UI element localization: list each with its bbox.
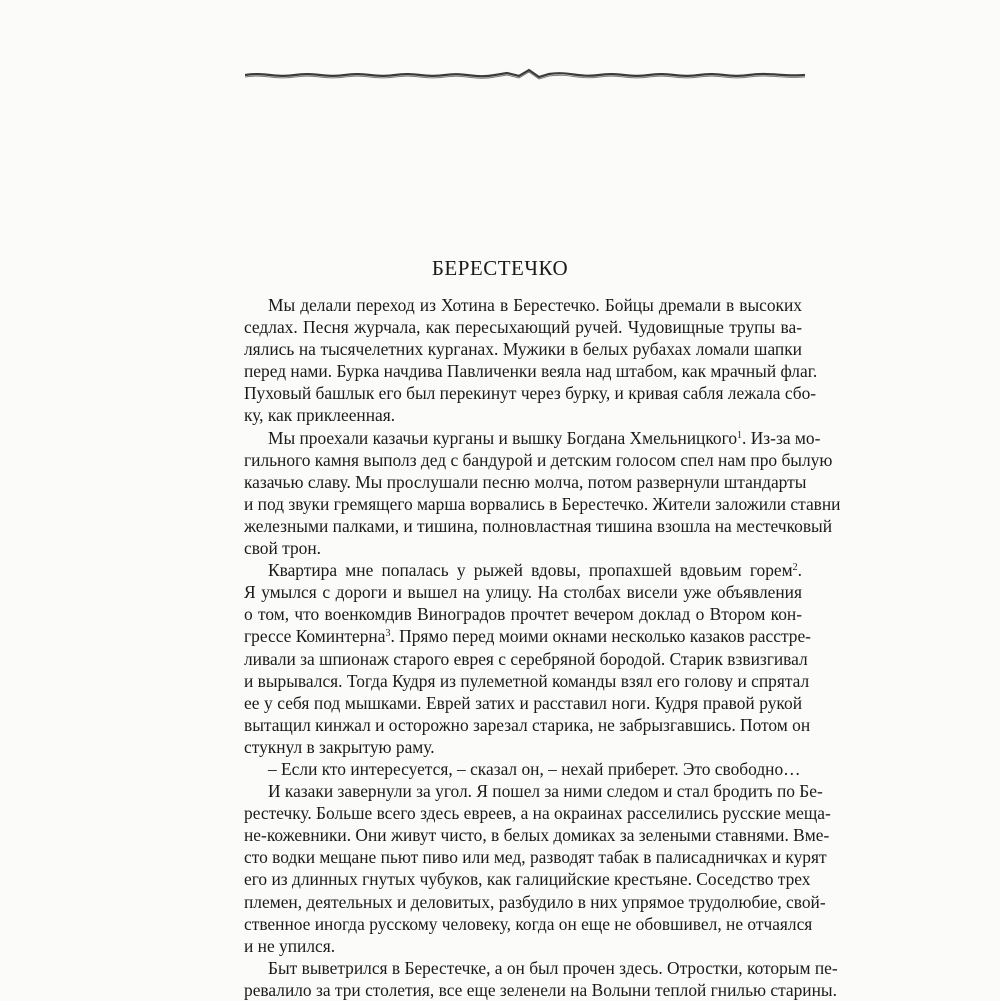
text-line: Мы делали переход из Хотина в Берестечко. Бойцы дремали в высоких — [268, 295, 802, 315]
text-line: рестечку. Больше всего здесь евреев, а на окраинах расселились русские меща- — [244, 803, 831, 824]
text-segment: Мы проехали казачьи курганы и вышку Богдана Хмельницкого — [268, 427, 738, 448]
text-segment: . Из-за мо- — [742, 427, 821, 448]
footnote-marker[interactable]: 2 — [792, 562, 798, 574]
text-segment: грессе Коминтерна — [244, 626, 386, 647]
footnote-marker[interactable]: 3 — [385, 628, 391, 640]
text-line: ственное иногда русскому человеку, когда он еще не обовшивел, не отчаялся — [244, 913, 813, 934]
text-line: И казаки завернули за угол. Я пошел за ними следом и стал бродить по Бе- — [268, 781, 823, 802]
text-line: лялись на тысячелетних курганах. Мужики в белых рубахах ломали шапки — [244, 339, 802, 360]
chapter-title: БЕРЕСТЕЧКО — [431, 256, 569, 280]
text-line: седлах. Песня журчала, как пересыхающий ручей. Чудовищные трупы ва- — [244, 317, 802, 338]
text-line: и не упился. — [244, 935, 336, 956]
text-line: свой трон. — [244, 538, 322, 559]
text-line: сто водки мещане пьют пиво или мед, разводят табак в палисадничках и курят — [244, 847, 827, 868]
decorative-wave-ornament — [245, 58, 805, 88]
text-line — [244, 559, 802, 581]
text-line: вытащил кинжал и осторожно зарезал старика, не забрызгавшись. Потом он — [244, 714, 811, 735]
text-line: Пуховый башлык его был перекинут через бурку, и кривая сабля лежала сбо- — [244, 383, 817, 404]
text-line: его из длинных гнутых чубуков, как галицийские крестьяне. Соседство трех — [244, 869, 811, 890]
body-text — [244, 294, 841, 1001]
text-line: ее у себя под мышками. Еврей затих и расставил ноги. Кудря правой рукой — [244, 692, 802, 713]
text-line — [244, 427, 821, 449]
text-line: – Если кто интересуется, – сказал он, – нехай приберет. Это свободно… — [268, 758, 801, 779]
text-line: Быт выветрился в Берестечке, а он был прочен здесь. Отростки, которым пе- — [268, 957, 838, 978]
text-line — [244, 625, 811, 647]
text-line: стукнул в закрытую раму. — [244, 736, 435, 757]
text-segment: . — [797, 560, 802, 581]
text-line: гильного камня выполз дед с бандурой и детским голосом спел нам про былую — [244, 449, 833, 470]
text-line: и под звуки гремящего марша ворвались в Берестечко. Жители заложили ставни — [244, 493, 841, 514]
text-line: и вырывался. Тогда Кудря из пулеметной команды взял его голову и спрятал — [244, 670, 810, 691]
text-line: ревалило за три столетия, все еще зеленели на Волыни теплой гнилью старины. — [244, 979, 837, 1000]
text-line: ку, как приклеенная. — [244, 405, 396, 426]
text-line: перед нами. Бурка начдива Павличенки веяла над штабом, как мрачный флаг. — [244, 361, 818, 382]
text-segment: Квартира мне попалась у рыжей вдовы, пропахшей вдовьим горем — [268, 560, 793, 581]
text-line: не-кожевники. Они живут чисто, в белых домиках за зелеными ставнями. Вме- — [244, 825, 830, 846]
text-line: племен, деятельных и деловитых, разбудило в них упрямое трудолюбие, свой- — [244, 891, 826, 912]
text-line: казачью славу. Мы прослушали песню молча, потом развернули штандарты — [244, 471, 807, 492]
footnote-marker[interactable]: 1 — [737, 429, 743, 441]
text-line: железными палками, и тишина, полновластная тишина взошла на местечковый — [244, 515, 833, 536]
text-segment: . Прямо перед моими окнами несколько казаков расстре- — [390, 626, 811, 647]
text-line: Я умылся с дороги и вышел на улицу. На столбах висели уже объявления — [244, 582, 802, 603]
text-line: о том, что военкомдив Виноградов прочтет вечером доклад о Втором кон- — [244, 604, 802, 625]
text-line: ливали за шпионаж старого еврея с серебряной бородой. Старик взвизгивал — [244, 648, 808, 669]
